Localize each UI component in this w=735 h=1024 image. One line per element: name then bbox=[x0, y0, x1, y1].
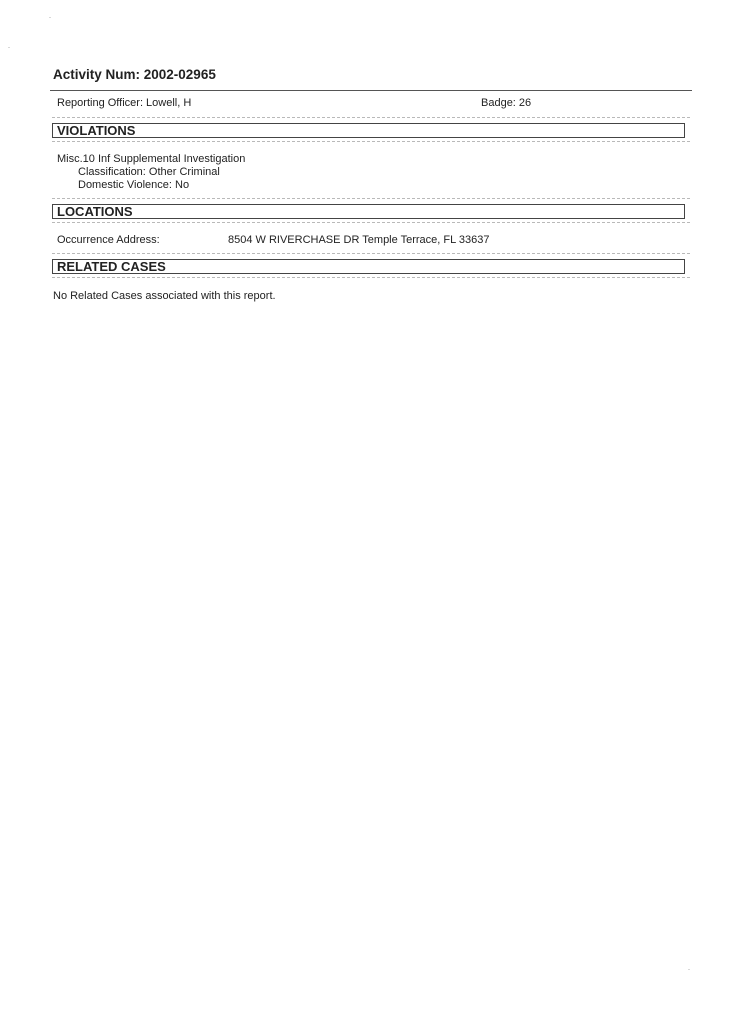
dashed-divider bbox=[52, 253, 690, 254]
reporting-officer: Reporting Officer: Lowell, H bbox=[57, 97, 192, 109]
dashed-divider bbox=[52, 141, 690, 142]
title-divider bbox=[50, 90, 692, 91]
dashed-divider bbox=[52, 198, 690, 199]
occurrence-address-value: 8504 W RIVERCHASE DR Temple Terrace, FL 33637 bbox=[228, 234, 490, 246]
dashed-divider bbox=[52, 117, 690, 118]
dashed-divider bbox=[52, 277, 690, 278]
scan-speck bbox=[8, 47, 10, 48]
dashed-divider bbox=[52, 222, 690, 223]
violation-classification: Classification: Other Criminal bbox=[78, 166, 220, 178]
locations-section-header bbox=[52, 204, 685, 219]
scan-speck bbox=[688, 969, 690, 970]
related-cases-section-header bbox=[52, 259, 685, 274]
scan-speck bbox=[49, 17, 51, 18]
locations-section-title: LOCATIONS bbox=[57, 204, 133, 219]
badge-number: Badge: 26 bbox=[481, 97, 532, 109]
violations-section-header bbox=[52, 123, 685, 138]
related-cases-message: No Related Cases associated with this report. bbox=[53, 290, 276, 302]
violation-offense: Misc.10 Inf Supplemental Investigation bbox=[57, 153, 246, 165]
violations-section-title: VIOLATIONS bbox=[57, 123, 136, 138]
occurrence-address-label: Occurrence Address: bbox=[57, 234, 160, 246]
activity-number-title: Activity Num: 2002-02965 bbox=[53, 67, 216, 82]
violation-domestic-violence: Domestic Violence: No bbox=[78, 179, 190, 191]
related-cases-section-title: RELATED CASES bbox=[57, 259, 166, 274]
